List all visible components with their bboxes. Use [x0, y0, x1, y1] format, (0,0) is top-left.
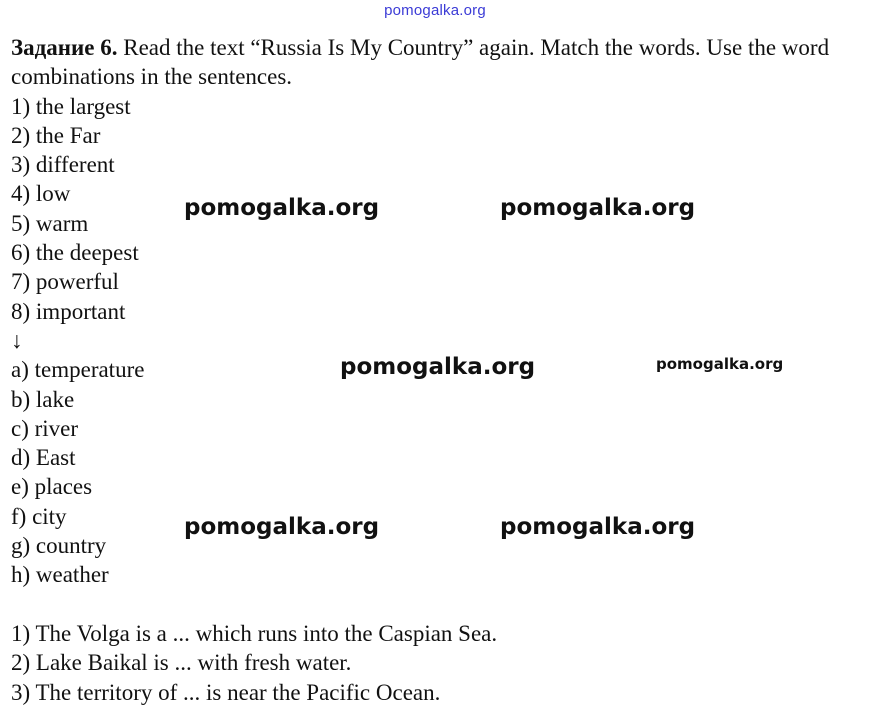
word-left-item: 6) the deepest: [11, 240, 139, 266]
task-label: Задание 6.: [11, 35, 118, 60]
watermark: pomogalka.org: [184, 514, 380, 540]
watermark: pomogalka.org: [340, 354, 536, 380]
word-right-item: f) city: [11, 503, 67, 529]
word-right-item: g) country: [11, 533, 107, 559]
sentence-item: 2) Lake Baikal is ... with fresh water.: [11, 650, 352, 676]
watermark: pomogalka.org: [500, 514, 696, 540]
word-right-item: d) East: [11, 445, 76, 471]
task-instructions: Read the text “Russia Is My Country” again. Match the words. Use the word combinations in the sentences.: [11, 35, 830, 90]
word-right-item: a) temperature: [11, 357, 145, 383]
watermark: pomogalka.org: [656, 355, 784, 373]
word-right-item: h) weather: [11, 562, 109, 588]
words-left-list: [11, 92, 863, 326]
word-right-item: c) river: [11, 415, 79, 441]
word-left-item: 8) important: [11, 298, 126, 324]
words-right-list: [11, 355, 863, 589]
word-right-item: b) lake: [11, 386, 75, 412]
word-left-item: 5) warm: [11, 210, 89, 236]
watermark: pomogalka.org: [500, 195, 696, 221]
word-right-item: e) places: [11, 474, 93, 500]
top-watermark: pomogalka.org: [384, 2, 486, 19]
word-left-item: 2) the Far: [11, 122, 101, 148]
sentences-list: [11, 619, 863, 707]
word-left-item: 4) low: [11, 181, 71, 207]
sentence-item: 3) The territory of ... is near the Pacific Ocean.: [11, 679, 441, 705]
down-arrow-icon: ↓: [11, 327, 23, 353]
watermark: pomogalka.org: [184, 195, 380, 221]
task-heading: [11, 33, 863, 92]
sentence-item: 1) The Volga is a ... which runs into the Caspian Sea.: [11, 620, 498, 646]
blank-line: [11, 590, 863, 619]
word-left-item: 3) different: [11, 152, 115, 178]
word-left-item: 1) the largest: [11, 93, 131, 119]
word-left-item: 7) powerful: [11, 269, 119, 295]
